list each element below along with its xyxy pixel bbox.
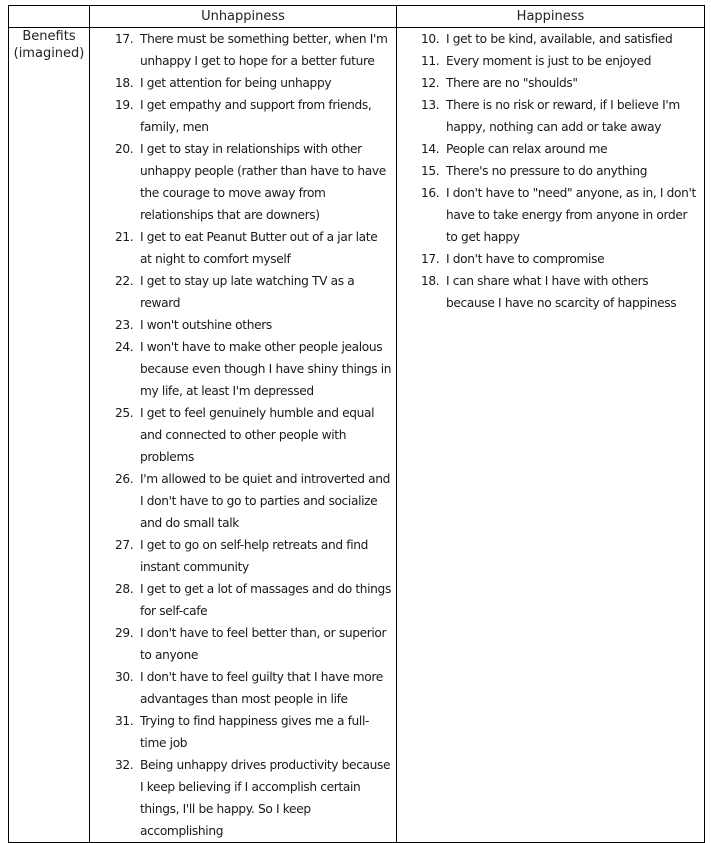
item-text: There must be something better, when I'm unhappy I get to hope for a better future bbox=[140, 32, 388, 68]
item-text: I don't have to "need" anyone, as in, I don't have to take energy from anyone in order to get happy bbox=[446, 186, 696, 244]
row-label-benefits bbox=[9, 28, 90, 843]
item-number: 29. bbox=[115, 626, 134, 640]
benefits-row bbox=[9, 28, 705, 843]
item-text: There are no "shoulds" bbox=[446, 76, 578, 90]
list-item bbox=[90, 710, 396, 754]
list-item bbox=[90, 72, 396, 94]
item-number: 18. bbox=[421, 274, 440, 288]
item-text: I get to stay up late watching TV as a reward bbox=[140, 274, 355, 310]
item-text: There is no risk or reward, if I believe I'm happy, nothing can add or take away bbox=[446, 98, 680, 134]
header-unhappiness: Unhappiness bbox=[90, 6, 397, 28]
item-number: 12. bbox=[421, 76, 440, 90]
header-empty bbox=[9, 6, 90, 28]
item-text: Trying to find happiness gives me a full-time job bbox=[140, 714, 370, 750]
list-item bbox=[90, 226, 396, 270]
list-item bbox=[90, 578, 396, 622]
item-number: 31. bbox=[115, 714, 134, 728]
row-label-line-1: Benefits bbox=[22, 29, 76, 44]
item-number: 27. bbox=[115, 538, 134, 552]
list-item bbox=[90, 94, 396, 138]
item-text: I won't outshine others bbox=[140, 318, 272, 332]
list-item bbox=[397, 28, 704, 50]
item-number: 13. bbox=[421, 98, 440, 112]
item-number: 24. bbox=[115, 340, 134, 354]
list-item bbox=[397, 160, 704, 182]
happiness-list bbox=[397, 28, 704, 314]
list-item bbox=[90, 622, 396, 666]
item-number: 28. bbox=[115, 582, 134, 596]
list-item bbox=[397, 50, 704, 72]
item-number: 14. bbox=[421, 142, 440, 156]
item-number: 22. bbox=[115, 274, 134, 288]
item-number: 15. bbox=[421, 164, 440, 178]
list-item bbox=[397, 182, 704, 248]
item-number: 23. bbox=[115, 318, 134, 332]
item-text: I get to be kind, available, and satisfied bbox=[446, 32, 673, 46]
list-item bbox=[90, 138, 396, 226]
item-text: I get to feel genuinely humble and equal and connected to other people with problems bbox=[140, 406, 375, 464]
benefits-table bbox=[8, 5, 705, 843]
list-item bbox=[90, 754, 396, 842]
item-number: 17. bbox=[421, 252, 440, 266]
list-item bbox=[90, 666, 396, 710]
item-text: I get empathy and support from friends, family, men bbox=[140, 98, 372, 134]
item-text: Every moment is just to be enjoyed bbox=[446, 54, 652, 68]
item-text: There's no pressure to do anything bbox=[446, 164, 648, 178]
item-number: 32. bbox=[115, 758, 134, 772]
header-happiness: Happiness bbox=[397, 6, 705, 28]
list-item bbox=[90, 468, 396, 534]
list-item bbox=[397, 248, 704, 270]
list-item bbox=[90, 534, 396, 578]
list-item bbox=[90, 402, 396, 468]
item-number: 19. bbox=[115, 98, 134, 112]
item-number: 30. bbox=[115, 670, 134, 684]
list-item bbox=[90, 270, 396, 314]
row-label-line-2: (imagined) bbox=[13, 46, 85, 61]
unhappiness-list bbox=[90, 28, 396, 842]
item-number: 10. bbox=[421, 32, 440, 46]
list-item bbox=[397, 138, 704, 160]
header-row bbox=[9, 6, 705, 28]
item-text: I won't have to make other people jealous because even though I have shiny things in my life, at least I'm depressed bbox=[140, 340, 392, 398]
item-text: I can share what I have with others because I have no scarcity of happiness bbox=[446, 274, 677, 310]
item-text: People can relax around me bbox=[446, 142, 608, 156]
list-item bbox=[397, 94, 704, 138]
list-item bbox=[90, 314, 396, 336]
item-text: I get to get a lot of massages and do things for self-cafe bbox=[140, 582, 391, 618]
item-number: 20. bbox=[115, 142, 134, 156]
item-number: 16. bbox=[421, 186, 440, 200]
item-number: 18. bbox=[115, 76, 134, 90]
item-text: I don't have to feel better than, or superior to anyone bbox=[140, 626, 387, 662]
item-text: I get to stay in relationships with other unhappy people (rather than have to have the courage to move away from relationships that are downers) bbox=[140, 142, 386, 222]
list-item bbox=[397, 72, 704, 94]
item-text: I don't have to feel guilty that I have more advantages than most people in life bbox=[140, 670, 383, 706]
list-item bbox=[90, 28, 396, 72]
item-text: I get to go on self-help retreats and find instant community bbox=[140, 538, 369, 574]
list-item bbox=[90, 336, 396, 402]
item-text: I get to eat Peanut Butter out of a jar late at night to comfort myself bbox=[140, 230, 378, 266]
list-item bbox=[397, 270, 704, 314]
item-number: 21. bbox=[115, 230, 134, 244]
item-text: Being unhappy drives productivity because I keep believing if I accomplish certain things, I'll be happy. So I keep accomplishing bbox=[140, 758, 391, 838]
item-text: I get attention for being unhappy bbox=[140, 76, 332, 90]
unhappiness-cell bbox=[90, 28, 397, 843]
item-text: I'm allowed to be quiet and introverted and I don't have to go to parties and socialize and do small talk bbox=[140, 472, 391, 530]
item-text: I don't have to compromise bbox=[446, 252, 605, 266]
item-number: 26. bbox=[115, 472, 134, 486]
happiness-cell bbox=[397, 28, 705, 843]
item-number: 17. bbox=[115, 32, 134, 46]
item-number: 25. bbox=[115, 406, 134, 420]
item-number: 11. bbox=[421, 54, 440, 68]
